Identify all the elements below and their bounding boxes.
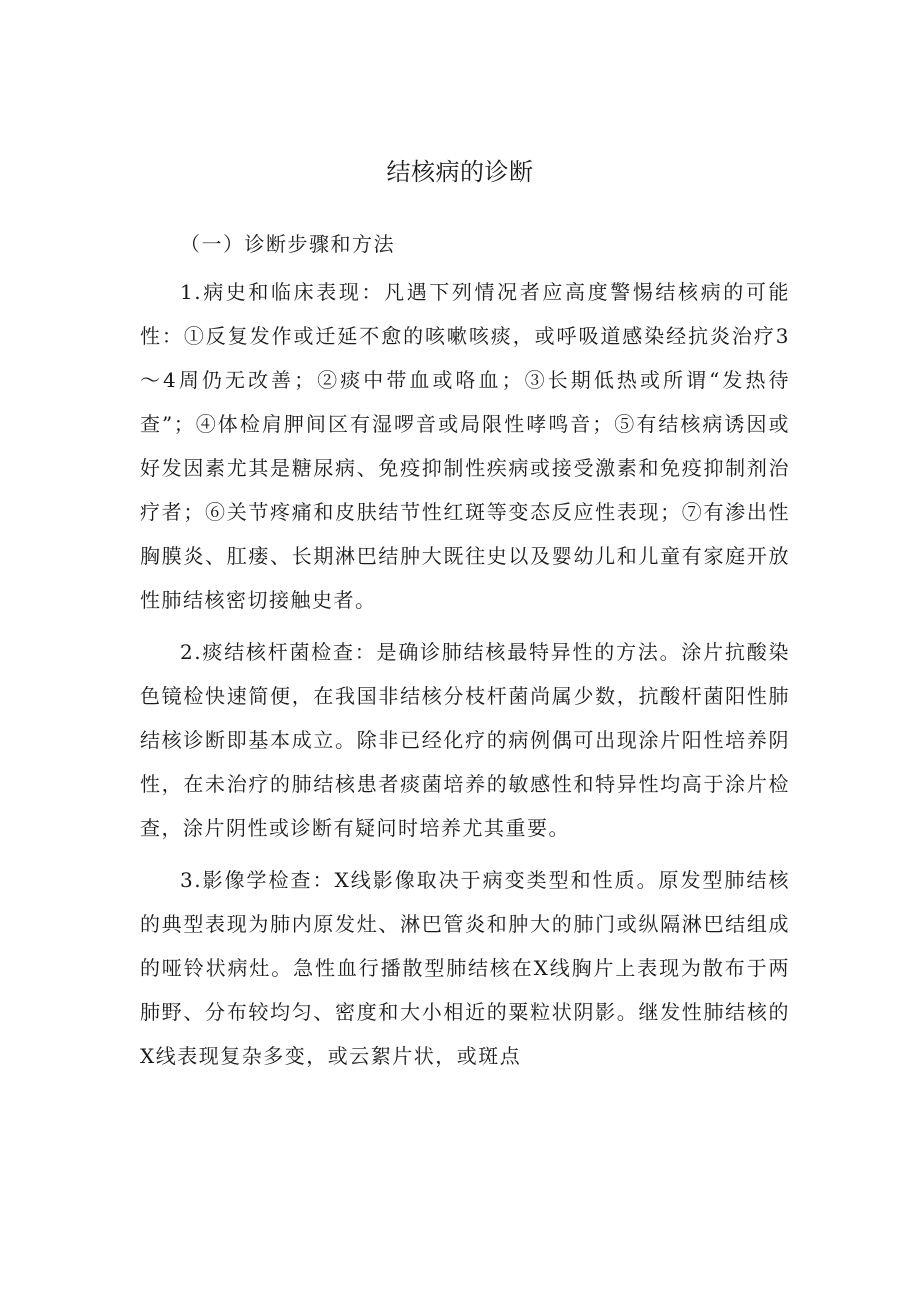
section-heading: （一）诊断步骤和方法 [180, 232, 395, 256]
paragraph-history-clinical: 1.病史和临床表现：凡遇下列情况者应高度警惕结核病的可能性：①反复发作或迁延不愈的咳嗽咳痰，或呼吸道感染经抗炎治疗3～4周仍无改善；②痰中带血或咯血；③长期低热或所谓“发热待查”；④体检肩胛间区有湿啰音或局限性哮鸣音；⑤有结核病诱因或好发因素尤其是糖尿病、免疫抑制性疾病或接受激素和免疫抑制剂治疗者；⑥关节疼痛和皮肤结节性红斑等变态反应性表现；⑦有渗出性胸膜炎、肛瘘、长期淋巴结肿大既往史以及婴幼儿和儿童有家庭开放性肺结核密切接触史者。 [140, 280, 790, 612]
document-title: 结核病的诊断 [386, 158, 534, 186]
document-body [140, 222, 790, 1086]
paragraph-sputum-test: 2.痰结核杆菌检查：是确诊肺结核最特异性的方法。涂片抗酸染色镜检快速简便，在我国非结核分枝杆菌尚属少数，抗酸杆菌阳性肺结核诊断即基本成立。除非已经化疗的病例偶可出现涂片阳性培养阴性，在未治疗的肺结核患者痰菌培养的敏感性和特异性均高于涂片检查，涂片阴性或诊断有疑问时培养尤其重要。 [140, 640, 790, 840]
paragraph-imaging: 3.影像学检查：X线影像取决于病变类型和性质。原发型肺结核的典型表现为肺内原发灶、淋巴管炎和肿大的肺门或纵隔淋巴结组成的哑铃状病灶。急性血行播散型肺结核在X线胸片上表现为散布于两肺野、分布较均匀、密度和大小相近的粟粒状阴影。继发性肺结核的X线表现复杂多变，或云絮片状，或斑点 [140, 868, 790, 1068]
